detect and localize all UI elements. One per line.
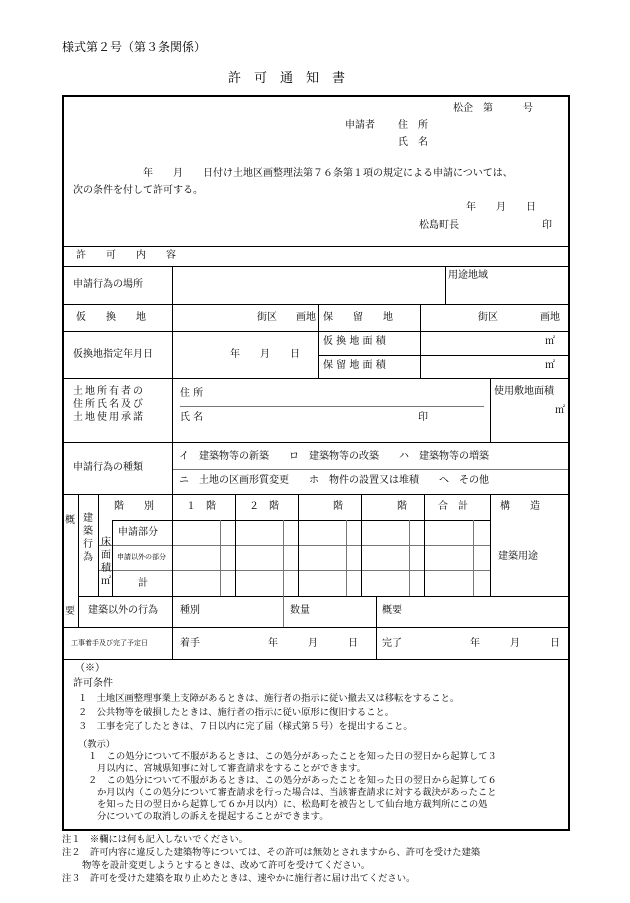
- document-number: 松企 第 号: [453, 103, 533, 114]
- owner-seal: 印: [418, 412, 428, 423]
- outline-label-gai: 概: [65, 515, 75, 526]
- schedule-start-date: 年 月 日: [268, 638, 358, 649]
- karikan-kakuchi: 画地: [296, 312, 316, 323]
- conditions-title: 許可条件: [73, 678, 113, 689]
- horyu-chi-label: 保 留 地: [323, 312, 393, 323]
- condition-item-3: ３ 工事を完了したときは、７日以内に完了届（様式第５号）を提出すること。: [78, 721, 413, 732]
- permit-contents-header: 許 可 内 容: [76, 250, 176, 261]
- instruction-p2-line1: ２ この処分について不服があるときは、この処分があったことを知った日の翌日から起算して６: [88, 775, 497, 786]
- floor-area-2: 積: [101, 563, 111, 574]
- footnote-1: 注１ ※欄には何も記入しないでください。: [62, 834, 248, 845]
- karikan-date-label: 仮換地指定年月日: [73, 349, 153, 360]
- instruction-p2-line3: を知った日の翌日から起算して６か月以内）に、松島町を被告として仙台地方裁判所にこの処: [97, 799, 488, 810]
- floor-area-3: ㎡: [101, 576, 111, 587]
- karikan-area-unit: ㎡: [545, 336, 555, 347]
- horyu-area-unit: ㎡: [545, 360, 555, 371]
- non-building-label: 建築以外の行為: [88, 605, 158, 616]
- form-number: 様式第２号（第３条関係）: [62, 40, 207, 54]
- quantity-label: 数量: [290, 605, 310, 616]
- act-type-label: 申請行為の種類: [73, 462, 143, 473]
- site-area-unit: ㎡: [555, 405, 565, 416]
- document-title: 許 可 通 知 書: [228, 71, 346, 86]
- owner-label-line1: 土地所有者の: [73, 386, 145, 397]
- mayor-seal: 印: [542, 220, 552, 231]
- condition-item-1: １ 土地区画整理事業上支障があるときは、施行者の指示に従い撤去又は移転をすること。: [78, 693, 460, 704]
- applicant-name-label: 氏 名: [398, 137, 428, 148]
- instruction-p1-line1: １ この処分について不服があるときは、この処分があったことを知った日の翌日から起算して３: [88, 751, 497, 762]
- applicant-address-label: 住 所: [398, 120, 428, 131]
- applicant-label: 申請者: [345, 120, 375, 131]
- instruction-p2-line2: か月以内（この処分について審査請求を行った場合は、当該審査請求に対する裁決があったこと: [97, 787, 497, 798]
- footnote-3: 注３ 許可を受けた建築を取り止めたときは、速やかに施行者に届け出てください。: [62, 873, 416, 884]
- schedule-end-label: 完了: [382, 638, 402, 649]
- karikan-gaiku: 街区: [257, 312, 277, 323]
- sum-label: 計: [138, 578, 148, 589]
- horyu-kakuchi: 画地: [540, 312, 560, 323]
- kenchiku-koui-0: 建: [83, 513, 93, 524]
- structure-label: 構 造: [500, 501, 540, 512]
- schedule-label: 工事着手及び完了予定日: [71, 639, 148, 647]
- floor-header-1: １ 階: [186, 501, 216, 512]
- applied-part-label: 申請部分: [118, 527, 158, 538]
- condition-item-2: ２ 公共物等を破損したときは、施行者の指示に従い原形に復旧すること。: [78, 707, 395, 718]
- floor-header-4: 階: [397, 501, 407, 512]
- notice-body-line1: 年 月 日付け土地区画整理法第７６条第１項の規定による申請については、: [143, 168, 513, 179]
- conditions-mark: （※）: [75, 663, 105, 674]
- floor-area-0: 床: [101, 537, 111, 548]
- zoning-label: 用途地域: [448, 270, 488, 281]
- kenchiku-koui-3: 為: [83, 552, 93, 563]
- act-type-line1: イ 建築物等の新築 ロ 建築物等の改築 ハ 建築物等の増築: [179, 451, 489, 462]
- karikan-date-value: 年 月 日: [230, 349, 300, 360]
- footnote-2b: 物等を設計変更しようとするときは、改めて許可を受けてください。: [82, 860, 371, 871]
- instruction-p2-line4: 分についての取消しの訴えを提起することができます。: [97, 811, 329, 822]
- mayor-title: 松島町長: [419, 220, 459, 231]
- horyu-gaiku: 街区: [478, 312, 498, 323]
- schedule-end-date: 年 月 日: [470, 638, 560, 649]
- outline-label-you: 要: [65, 606, 75, 617]
- owner-label-line3: 土地使用承諾: [73, 412, 145, 423]
- kenchiku-koui-1: 築: [83, 526, 93, 537]
- floor-header-3: 階: [333, 501, 343, 512]
- floor-area-1: 面: [101, 550, 111, 561]
- act-type-line2: ニ 土地の区画形質変更 ホ 物件の設置又は堆積 へ その他: [179, 475, 489, 486]
- instruction-p1-line2: 月以内に、宮城県知事に対して審査請求をすることができます。: [97, 763, 366, 774]
- kenchiku-koui-2: 行: [83, 539, 93, 550]
- site-area-label: 使用敷地面積: [494, 386, 554, 397]
- owner-address-label: 住 所: [180, 388, 204, 399]
- summary-label: 概要: [382, 605, 402, 616]
- building-use-label: 建築用途: [498, 551, 538, 562]
- location-value[interactable]: [178, 272, 440, 298]
- owner-name-label: 氏 名: [180, 412, 204, 423]
- owner-label-line2: 住所氏名及び: [73, 399, 145, 410]
- floor-header-2: ２ 階: [249, 501, 279, 512]
- floor-header-total: 合 計: [438, 501, 468, 512]
- floor-header-label: 階 別: [114, 501, 154, 512]
- notice-body-line2: 次の条件を付して許可する。: [73, 185, 203, 196]
- kind-label: 種別: [180, 605, 200, 616]
- location-label: 申請行為の場所: [73, 279, 143, 290]
- karikan-area-label: 仮 換 地 面 積: [323, 336, 386, 347]
- instruction-title: （教示）: [78, 739, 116, 750]
- schedule-start-label: 着手: [180, 638, 200, 649]
- footnote-2a: 注２ 許可内容に違反した建築物等については、その許可は無効とされますから、許可を受けた建築: [62, 847, 481, 858]
- other-part-label: 申請以外の部分: [117, 553, 166, 561]
- karikan-chi-label: 仮 換 地: [76, 312, 146, 323]
- issue-date: 年 月 日: [466, 202, 536, 213]
- horyu-area-label: 保 留 地 面 積: [323, 360, 386, 371]
